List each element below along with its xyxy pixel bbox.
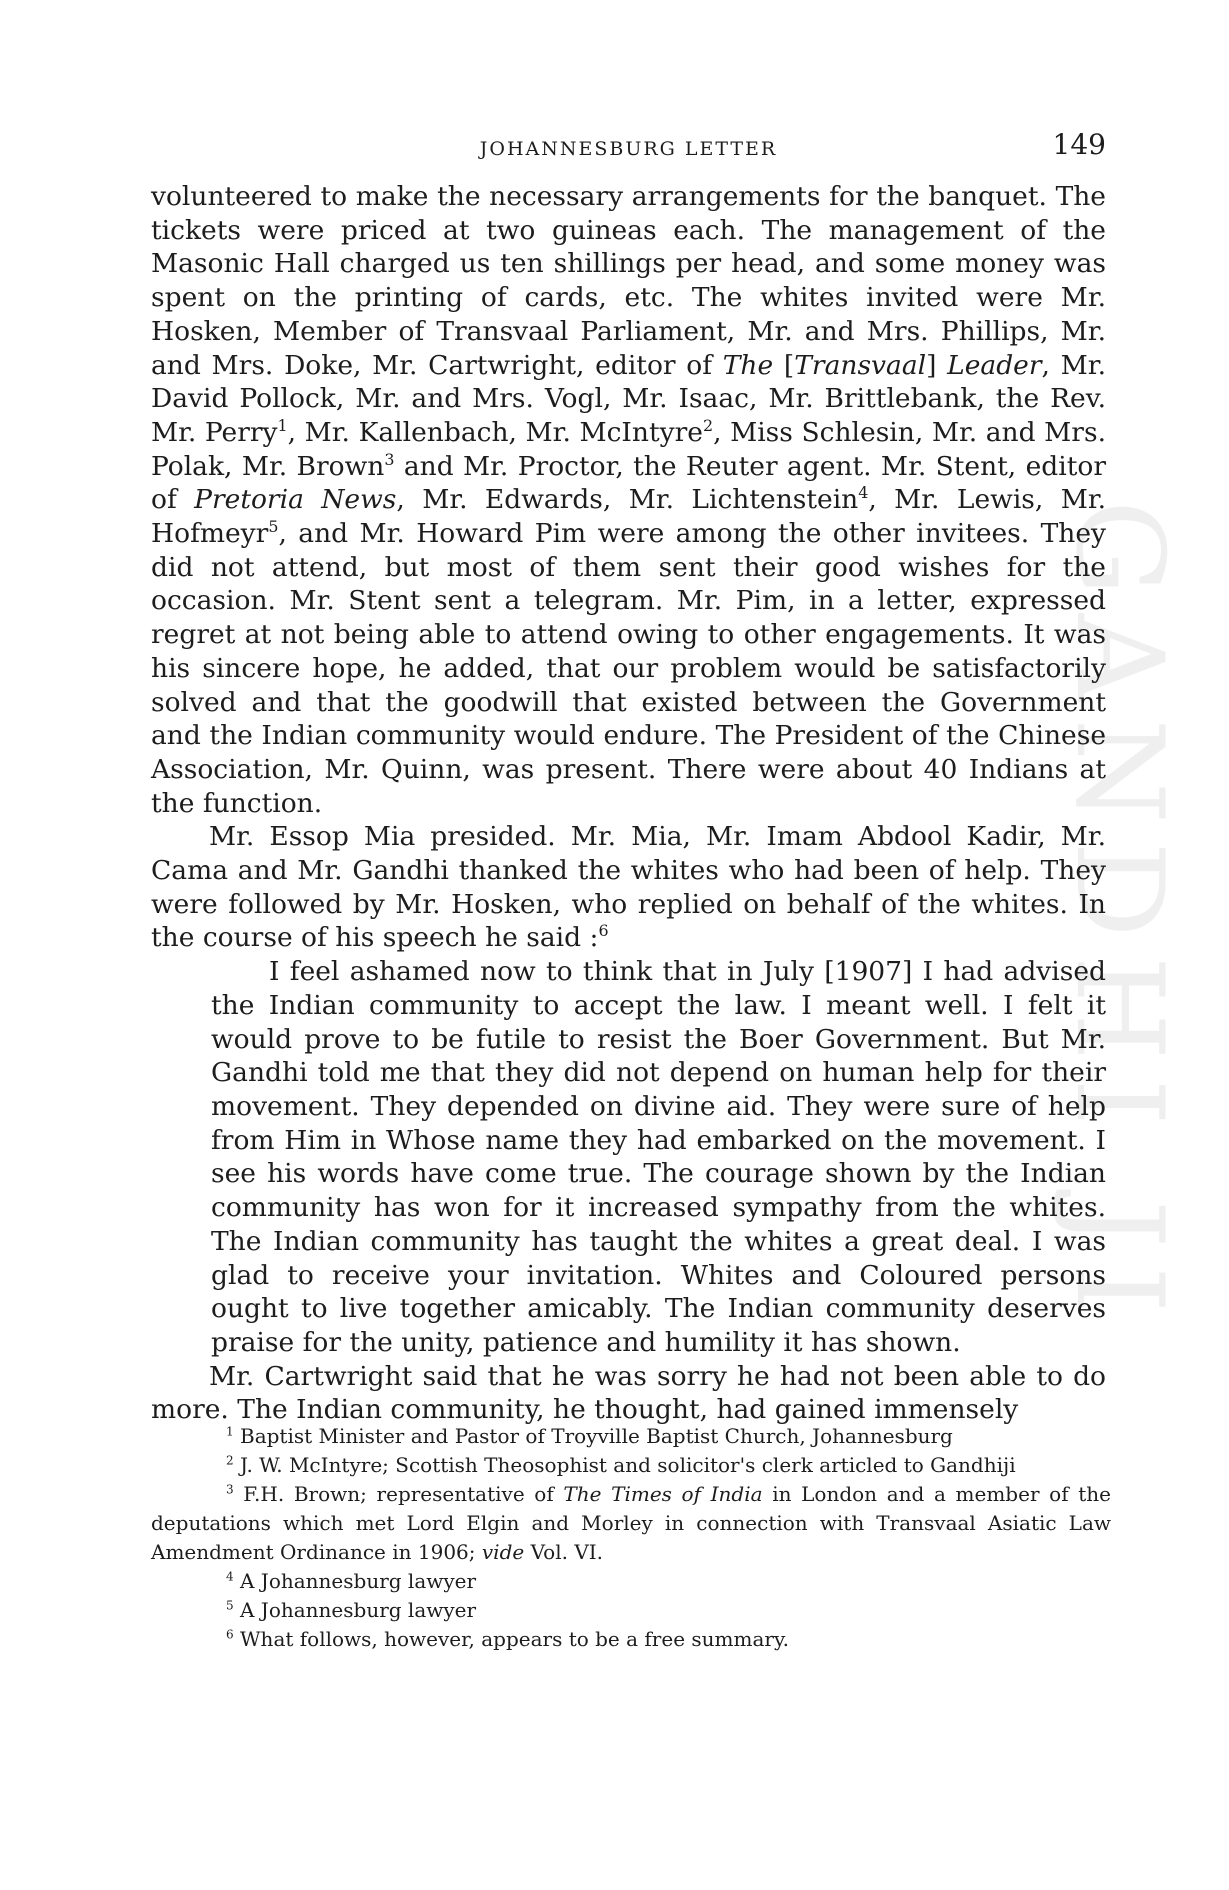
footnotes	[151, 1422, 1111, 1654]
text-run: [	[773, 349, 795, 381]
running-head: JOHANNESBURG LETTER	[479, 138, 778, 160]
footnote-number: 3	[226, 1482, 234, 1497]
paragraph-2	[151, 820, 1106, 955]
footnote-3	[151, 1480, 1111, 1567]
footnote-text: Vol. VI.	[524, 1540, 604, 1564]
text-run: , Mr. Lewis, Mr. Hofmeyr	[151, 484, 1107, 550]
paragraph-3: Mr. Cartwright said that he was sorry he had not been able to do more. The Indian community, he thought, had gained immensely	[151, 1360, 1106, 1426]
text-run: and Mr. Proctor, the Reuter agent. Mr. Stent, editor of	[151, 450, 1106, 516]
text-run: , and Mr. Howard Pim were among the other invitees. They did not attend, but most of them sent their good wishes for the occasion. Mr. Stent sent a telegram. Mr. Pim, in a letter, expressed regret at not being able to attend owing to other engagements. It was his sincere hope, he added, that our problem would be satisfactorily solved and that the goodwill that existed between the Government and the Indian community would endure. The President of the Chinese Association, Mr. Quinn, was present. There were about 40 Indians at the function.	[151, 518, 1106, 819]
footnote-ref: 2	[702, 416, 714, 436]
footnote-1	[151, 1422, 1111, 1451]
footnote-text: J. W. McIntyre; Scottish Theosophist and solicitor's clerk articled to Gandhiji	[240, 1453, 1016, 1477]
footnote-number: 1	[226, 1424, 234, 1439]
block-quote: I feel ashamed now to think that in July [1907] I had advised the Indian community to accept the law. I meant well. I felt it would prove to be futile to resist the Boer Government. But Mr. Gandhi told me that they did not depend on human help for their movement. They depended on divine aid. They were sure of help from Him in Whose name they had embarked on the movement. I see his words have come true. The courage shown by the Indian community has won for it increased sympathy from the whites. The Indian community has taught the whites a great deal. I was glad to receive your invitation. Whites and Coloured persons ought to live together amicably. The Indian community deserves praise for the unity, patience and humility it has shown.	[211, 956, 1106, 1358]
watermark: GANDHI JI	[1049, 500, 1188, 1332]
paragraph-1	[151, 180, 1106, 820]
text-run: , Mr. David Pollock, Mr. and Mrs. Vogl, Mr. Isaac, Mr. Brittlebank, the Rev. Mr. Perry	[151, 349, 1106, 448]
footnote-ref: 5	[268, 517, 279, 537]
footnote-number: 4	[226, 1569, 234, 1584]
footnote-ref: 4	[858, 483, 869, 503]
footnote-4	[151, 1567, 1111, 1596]
footnote-5	[151, 1596, 1111, 1625]
footnote-number: 5	[226, 1598, 234, 1613]
page-header	[151, 128, 1106, 168]
text-run: , Miss Schlesin, Mr. and Mrs. Polak, Mr. Brown	[151, 416, 1106, 482]
footnote-ref: 6	[598, 921, 609, 941]
footnote-text: What follows, however, appears to be a free summary.	[240, 1627, 789, 1651]
italic-word: vide	[481, 1540, 525, 1564]
footnote-text: Baptist Minister and Pastor of Troyville Baptist Church, Johannesburg	[240, 1424, 953, 1448]
text-run: Mr. Essop Mia presided. Mr. Mia, Mr. Imam Abdool Kadir, Mr. Cama and Mr. Gandhi thanked the whites who had been of help. They were followed by Mr. Hosken, who replied on behalf of the whites. In the course of his speech he said :	[151, 821, 1106, 954]
text-run: , Mr. Edwards, Mr. Lichtenstein	[396, 484, 859, 516]
page-number: 149	[1052, 128, 1106, 161]
italic-title: Leader	[947, 349, 1042, 381]
body-text	[151, 180, 1106, 1427]
text-run: ]	[926, 349, 948, 381]
footnote-6	[151, 1625, 1111, 1654]
footnote-text: A Johannesburg lawyer	[240, 1598, 477, 1622]
footnote-text: F.H. Brown; representative of	[243, 1482, 564, 1506]
footnote-2	[151, 1451, 1111, 1480]
footnote-number: 6	[226, 1627, 234, 1642]
footnote-ref: 1	[277, 416, 288, 436]
footnote-ref: 3	[384, 449, 395, 469]
text-run: volunteered to make the necessary arrangements for the banquet. The tickets were priced at two guineas each. The management of the Masonic Hall charged us ten shillings per head, and some money was spent on the printing of cards, etc. The whites invited were Mr. Hosken, Member of Transvaal Parliament, Mr. and Mrs. Phillips, Mr. and Mrs. Doke, Mr. Cartwright, editor of	[151, 181, 1106, 381]
italic-title: Transvaal	[794, 349, 927, 381]
footnote-text: A Johannesburg lawyer	[240, 1569, 477, 1593]
italic-title: The Times of India	[563, 1482, 763, 1506]
italic-title: Pretoria News	[194, 484, 397, 516]
footnote-text: in London and a member of the deputations which met Lord Elgin and Morley in connection with Transvaal Asiatic Law Amendment Ordinance in 1906;	[151, 1482, 1112, 1564]
italic-title: The	[722, 349, 774, 381]
text-run: , Mr. Kallenbach, Mr. McIntyre	[287, 416, 703, 448]
footnote-number: 2	[226, 1453, 234, 1468]
